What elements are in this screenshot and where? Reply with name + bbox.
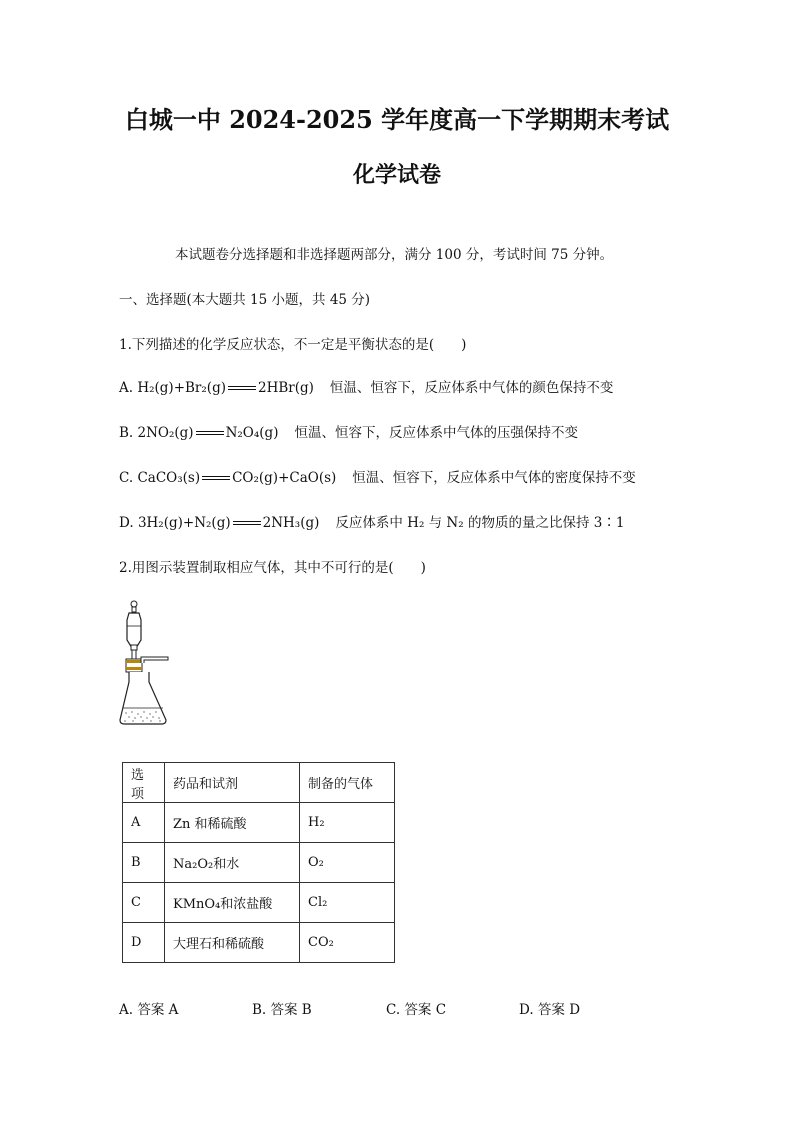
option-label: C. [119,470,134,486]
condition: 恒温、恒容下，反应体系中气体的密度保持不变 [352,470,636,486]
table-cell: Zn 和稀硫酸 [165,803,300,843]
condition: 恒温、恒容下，反应体系中气体的压强保持不变 [294,425,578,441]
exam-title: 白城一中 2024-2025 学年度高一下学期期末考试 [124,105,670,134]
table-cell: C [123,883,165,923]
q2-choice-c: C. 答案 C [386,1002,447,1018]
table-cell: O₂ [300,843,395,883]
reactants: CaCO₃(s) [137,470,201,486]
exam-subtitle: 化学试卷 [352,162,441,188]
q1-option-c [119,466,636,486]
intro-text: 本试题卷分选择题和非选择题两部分，满分 100 分，考试时间 75 分钟。 [175,247,614,263]
table-cell: KMnO₄和浓盐酸 [165,883,300,923]
table-row [123,923,395,963]
reactants: 2NO₂(g) [137,425,194,441]
products: 2HBr(g) [257,380,314,396]
question-1-stem: 1.下列描述的化学反应状态，不一定是平衡状态的是( ) [119,337,467,353]
table-cell: Cl₂ [300,883,395,923]
equilibrium-sign-icon [233,519,261,529]
table-cell: Na₂O₂和水 [165,843,300,883]
q1-option-b [119,421,578,441]
gas-generator-apparatus-icon [112,598,178,730]
equilibrium-sign-icon [202,474,230,484]
table-row [123,883,395,923]
table-cell: A [123,803,165,843]
table-row [123,843,395,883]
q1-option-d [119,511,624,531]
table-cell: D [123,923,165,963]
products: CO₂(g)+CaO(s) [232,470,337,486]
q2-choice-b: B. 答案 B [252,1002,312,1018]
q1-option-a [119,376,613,396]
table-header: 制备的气体 [300,763,395,803]
condition: 反应体系中 H₂ 与 N₂ 的物质的量之比保持 3∶1 [335,515,625,531]
q2-choice-d: D. 答案 D [519,1002,581,1018]
table-cell: 大理石和稀硫酸 [165,923,300,963]
option-label: B. [119,425,134,441]
table-cell: H₂ [300,803,395,843]
equilibrium-sign-icon [196,429,224,439]
question-2-stem: 2.用图示装置制取相应气体，其中不可行的是( ) [119,560,426,576]
q2-choice-a: A. 答案 A [119,1002,179,1018]
products: N₂O₄(g) [225,425,279,441]
equilibrium-sign-icon [228,384,256,394]
table-row [123,803,395,843]
option-label: D. [119,515,134,531]
reagent-table [122,762,395,963]
option-label: A. [119,380,134,396]
table-header: 选项 [123,763,165,803]
reactants: H₂(g)+Br₂(g) [137,380,226,396]
table-cell: CO₂ [300,923,395,963]
table-header-row [123,763,395,803]
reactants: 3H₂(g)+N₂(g) [137,515,231,531]
section-heading: 一、选择题(本大题共 15 小题，共 45 分) [119,292,371,308]
condition: 恒温、恒容下，反应体系中气体的颜色保持不变 [329,380,614,396]
table-cell: B [123,843,165,883]
table-header: 药品和试剂 [165,763,300,803]
products: 2NH₃(g) [262,515,320,531]
